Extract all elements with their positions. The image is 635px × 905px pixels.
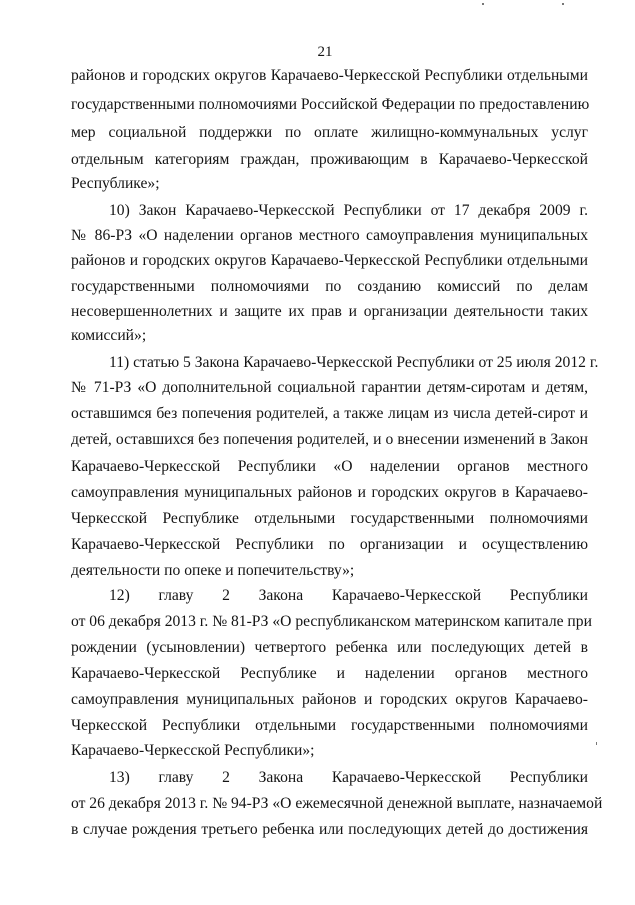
text-line: № 86-РЗ «О наделении органов местного самоуправления муниципальных (71, 227, 588, 244)
text-line: государственными полномочиями Российской Федерации по предоставлению (71, 96, 590, 113)
text-line: оставшимся без попечения родителей, а также лицам из числа детей-сирот и (71, 405, 588, 422)
text-line: Карачаево-Черкесской Республике и наделении органов местного (71, 665, 588, 682)
paragraph-first-line: 10) Закон Карачаево-Черкесской Республики от 17 декабря 2009 г. (109, 202, 588, 219)
text-line: самоуправления муниципальных районов и городских округов Карачаево- (71, 691, 588, 708)
text-line: в случае рождения третьего ребенка или последующих детей до достижения (71, 821, 588, 838)
text-line: Карачаево-Черкесской Республики по организации и осуществлению (71, 536, 588, 553)
scan-speck (482, 3, 484, 5)
text-line: отдельным категориям граждан, проживающим в Карачаево-Черкесской (71, 151, 588, 168)
paragraph-first-line: 13) главу 2 Закона Карачаево-Черкесской Республики (109, 769, 588, 786)
text-line: несовершеннолетних и защите их прав и организации деятельности таких (71, 303, 588, 320)
paragraph-first-line: 11) статью 5 Закона Карачаево-Черкесской Республики от 25 июля 2012 г. (109, 354, 599, 371)
scan-speck (562, 3, 564, 5)
text-line: районов и городских округов Карачаево-Черкесской Республики отдельными (71, 252, 588, 269)
text-line: рождении (усыновлении) четвертого ребенка или последующих детей в (71, 639, 588, 656)
text-line: Черкесской Республике отдельными государственными полномочиями (71, 510, 588, 527)
text-line: районов и городских округов Карачаево-Черкесской Республики отдельными (71, 67, 588, 84)
text-line: Карачаево-Черкесской Республики»; (71, 742, 315, 759)
text-line: деятельности по опеке и попечительству»; (71, 562, 355, 579)
text-line: самоуправления муниципальных районов и городских округов в Карачаево- (71, 484, 588, 501)
paragraph-first-line: 12) главу 2 Закона Карачаево-Черкесской Республики (109, 587, 588, 604)
text-line: детей, оставшихся без попечения родителей, и о внесении изменений в Закон (71, 431, 588, 448)
text-line: комиссий»; (71, 327, 147, 344)
text-line: № 71-РЗ «О дополнительной социальной гарантии детям-сиротам и детям, (71, 379, 588, 396)
scan-speck (596, 742, 597, 745)
text-line: от 26 декабря 2013 г. № 94-РЗ «О ежемесячной денежной выплате, назначаемой (71, 795, 603, 812)
text-line: мер социальной поддержки по оплате жилищно-коммунальных услуг (71, 124, 588, 141)
text-line: Черкесской Республики отдельными государственными полномочиями (71, 717, 588, 734)
page-number: 21 (317, 44, 333, 60)
text-line: от 06 декабря 2013 г. № 81-РЗ «О республиканском материнском капитале при (71, 613, 592, 630)
text-line: Республике»; (71, 175, 160, 192)
text-line: Карачаево-Черкесской Республики «О наделении органов местного (71, 458, 588, 475)
text-line: государственными полномочиями по созданию комиссий по делам (71, 278, 588, 295)
